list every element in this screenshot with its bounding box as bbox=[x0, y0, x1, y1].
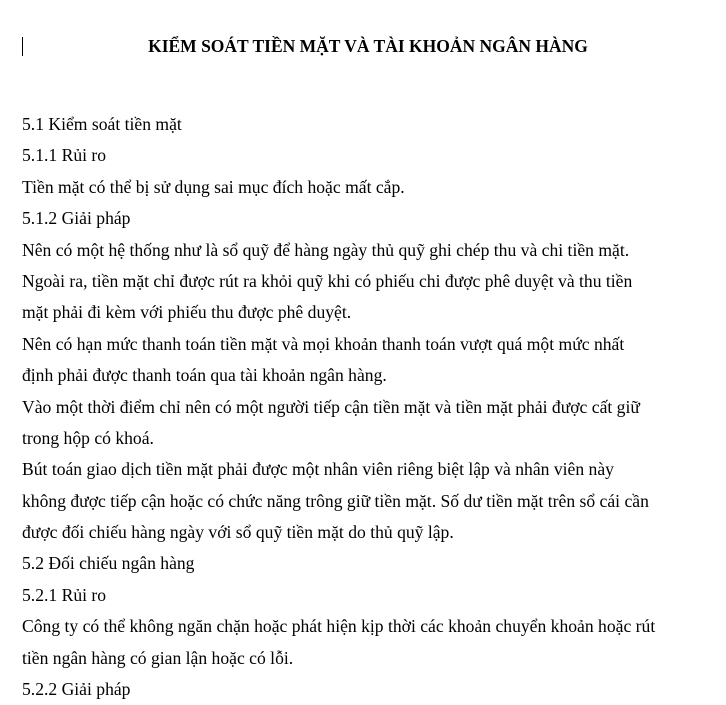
paragraph-line: trong hộp có khoá. bbox=[22, 427, 154, 448]
paragraph-line: mặt phải đi kèm với phiếu thu được phê duyệt. bbox=[22, 302, 352, 323]
heading-5-1-1: 5.1.1 Rủi ro bbox=[22, 145, 107, 166]
paragraph-line: không được tiếp cận hoặc có chức năng trông giữ tiền mặt. Số dư tiền mặt trên sổ cái cần bbox=[22, 490, 649, 511]
heading-5-2-2: 5.2.2 Giải pháp bbox=[22, 679, 131, 700]
document-title: KIỂM SOÁT TIỀN MẶT VÀ TÀI KHOẢN NGÂN HÀNG bbox=[148, 36, 588, 56]
heading-5-1: 5.1 Kiểm soát tiền mặt bbox=[22, 114, 182, 134]
heading-5-2: 5.2 Đối chiếu ngân hàng bbox=[22, 553, 195, 574]
paragraph-line: định phải được thanh toán qua tài khoản ngân hàng. bbox=[22, 365, 387, 386]
paragraph-line: Bút toán giao dịch tiền mặt phải được một nhân viên riêng biệt lập và nhân viên này bbox=[22, 459, 614, 480]
paragraph-line: được đối chiếu hàng ngày với sổ quỹ tiền mặt do thủ quỹ lập. bbox=[22, 522, 454, 543]
paragraph-line: Nên có hạn mức thanh toán tiền mặt và mọi khoản thanh toán vượt quá một mức nhất bbox=[22, 333, 625, 354]
paragraph-line: Nên có một hệ thống như là sổ quỹ để hàng ngày thủ quỹ ghi chép thu và chi tiền mặt. bbox=[22, 239, 630, 260]
heading-5-1-2: 5.1.2 Giải pháp bbox=[22, 208, 131, 229]
paragraph-line: Ngoài ra, tiền mặt chỉ được rút ra khỏi quỹ khi có phiếu chi được phê duyệt và thu tiền bbox=[22, 270, 633, 291]
paragraph-line: Vào một thời điểm chỉ nên có một người tiếp cận tiền mặt và tiền mặt phải được cất giữ bbox=[22, 396, 640, 417]
paragraph-line: tiền ngân hàng có gian lận hoặc có lỗi. bbox=[22, 647, 294, 668]
paragraph-line: Tiền mặt có thể bị sử dụng sai mục đích hoặc mất cắp. bbox=[22, 176, 405, 197]
paragraph-line: Công ty có thể không ngăn chặn hoặc phát hiện kịp thời các khoản chuyển khoản hoặc rút bbox=[22, 616, 656, 637]
heading-5-2-1: 5.2.1 Rủi ro bbox=[22, 584, 107, 605]
document-body[interactable] bbox=[22, 109, 706, 705]
